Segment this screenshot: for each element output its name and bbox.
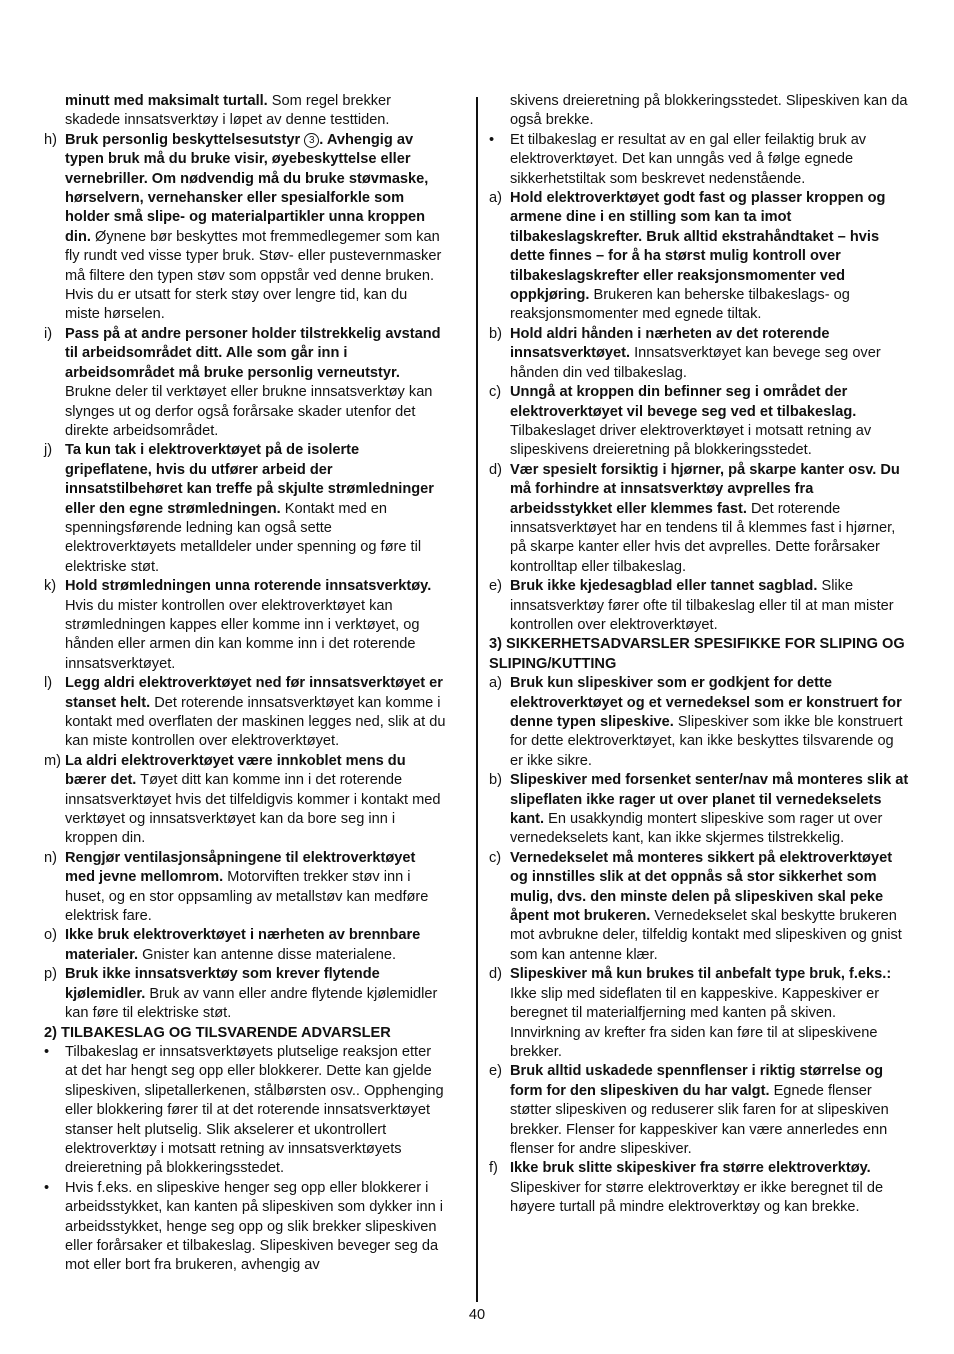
item-label: l): [44, 675, 53, 692]
item-label: a): [489, 675, 502, 692]
reference-number-circle: 3: [304, 133, 319, 148]
item-label: d): [489, 966, 502, 983]
item-k: k) Hold strømledningen unna roterende innsatsverktøy. Hvis du mister kontrollen over elektroverktøyet kan strømledningen kappes eller komme inn i verktøyet, og hånden eller armen din kan komme inn i det roterende innsatsverktøyet.: [44, 578, 432, 672]
item-label: e): [489, 578, 502, 595]
item-o: o) Ikke bruk elektroverktøyet i nærheten av brennbare materialer. Gnister kan antenne disse materialene.: [44, 927, 421, 963]
item-b2: b) Slipeskiver med forsenket senter/nav må monteres slik at slipeflaten ikke rager ut over planet til vernedekselets kant. En usakkyndig montert slipeskive som rager ut over vernedekselets kant, kan ikke skjermes tilstrekkelig.: [489, 772, 909, 847]
bullet-marker: •: [44, 1043, 50, 1060]
bullet-item: • Tilbakeslag er innsatsverktøyets plutselige reaksjon etter at det har hengt seg opp eller blokkerer. Dette kan gjelde slipeskiven, slipetallerkenen, stålbørsten osv.. Opphenging eller blokkering fører til at det roterende innsatsverktøyet stanser helt plutselig. Slik akselerer et ukontrollert elektroverktøy i motsatt retning av innsatsverktøyets dreieretning på blokkeringsstedet.: [44, 1043, 444, 1177]
right-column: [489, 92, 909, 1218]
item-label: b): [489, 772, 502, 789]
item-e2: e) Bruk alltid uskadede spennflenser i riktig størrelse og form for den slipeskiven du har valgt. Egnede flenser støtter slipeskiven og reduserer slik faren for at slipeskiven brekker. Flenser for kappeskiver kan være annerledes enn flenser for andre slipeskiver.: [489, 1063, 889, 1157]
item-d: d) Vær spesielt forsiktig i hjørner, på skarpe kanter osv. Du må forhindre at innsatsverktøy avprelles fra arbeidsstykket eller klemmes fast. Det roterende innsatsverktøyet har en tendens til å klemmes fast i hjørner, på skarpe kanter eller hvis det avprelles. Dette forårsaker kontrolltap eller tilbakeslag.: [489, 461, 900, 575]
item-n: n) Rengjør ventilasjonsåpningene til elektroverktøyet med jevne mellomrom. Motorviften trekker støv inn i huset, og en stor oppsamling av metallstøv kan medføre elektrisk fare.: [44, 849, 429, 925]
item-e: e) Bruk ikke kjedesagblad eller tannet sagblad. Slike innsatsverktøy fører ofte til tilbakeslag eller til at man mister kontrollen over elektroverktøyet.: [489, 578, 894, 633]
item-j: j) Ta kun tak i elektroverktøyet på de isolerte gripeflatene, hvis du utfører arbeid der innsatstilbehøret kan treffe på skjulte strømledninger eller den egne strømledningen. Kontakt med en spenningsførende ledning kan også sette elektroverktøyets metalldeler under spenning og føre til elektriske støt.: [44, 442, 434, 575]
item-label: a): [489, 190, 502, 207]
item-p: p) Bruk ikke innsatsverktøy som krever flytende kjølemidler. Bruk av vann eller andre flytende kjølemidler kan føre til elektriske støt.: [44, 966, 438, 1022]
item-label: b): [489, 325, 502, 342]
bullet-marker: •: [44, 1179, 50, 1196]
item-label: d): [489, 461, 502, 478]
section-heading-grinding: 3) SIKKERHETSADVARSLER SPESIFIKKE FOR SLIPING OG SLIPING/KUTTING: [489, 636, 905, 672]
item-d2: d) Slipeskiver må kun brukes til anbefalt type bruk, f.eks.: Ikke slip med sideflaten til en kappeskive. Kappeskiver er beregnet til materialfjerning med kanten på skiven. Innvirkning av krefter fra siden kan føre til at slipeskivene brekker.: [489, 966, 892, 1060]
item-l: l) Legg aldri elektroverktøyet ned før innsatsverktøyet er stanset helt. Det roterende innsatsverktøyet kan komme i kontakt med overflaten der maskinen legges ned, slik at du kan miste kontrollen over elektroverktøyet.: [44, 675, 446, 750]
item-label: m): [44, 752, 62, 769]
item-m: m) La aldri elektroverktøyet være innkoblet mens du bærer det. Tøyet ditt kan komme inn i det roterende innsatsverktøyet hvis det tilfeldigvis kommer i kontakt med verktøyet og innsatsverktøyet kan da bore seg inn i kroppen din.: [44, 752, 441, 847]
item-label: p): [44, 966, 57, 983]
item-label: k): [44, 578, 57, 595]
item-label: e): [489, 1063, 502, 1080]
continued-paragraph: minutt med maksimalt turtall. Som regel brekker skadede innsatsverktøy i løpet av denne testtiden.: [65, 93, 392, 129]
bullet-marker: •: [489, 131, 495, 148]
item-c2: c) Vernedekselet må monteres sikkert på elektroverktøyet og innstilles slik at det oppnås så stor sikkerhet som mulig, dvs. den minste delen på slipeskiven skal peke åpent mot brukeren. Vernedekselet skal beskytte brukeren mot avbrukne deler, tilfeldig kontakt med slipeskiven og gnist som kan antenne klær.: [489, 849, 902, 963]
item-b: b) Hold aldri hånden i nærheten av det roterende innsatsverktøyet. Innsatsverktøyet kan bevege seg over hånden din ved tilbakeslag.: [489, 325, 881, 381]
item-label: c): [489, 849, 502, 866]
item-h: h) Bruk personlig beskyttelsesutstyr 3 . Avhengig av typen bruk må du bruke visir, øyebeskyttelse eller vernebriller. Om nødvendig må du bruke støvmaske, hørselvern, vernehansker eller spesialforkle som holder små slipe- og materialpartikler unna kroppen din. Øynene bør beskyttes mot fremmedlegemer som kan fly rundt ved visse typer bruk. Støv- eller pustevernmasker må filtere den typen støv som oppstår ved denne bruken. Hvis du er utsatt for sterk støy over lengre tid, kan du miste hørselen.: [44, 131, 442, 323]
item-f2: f) Ikke bruk slitte skipeskiver fra større elektroverktøy. Slipeskiver for større elektroverktøy er ikke beregnet til de høyere turtall på mindre elektroverktøy og kan brekke.: [489, 1160, 884, 1216]
continued-paragraph: skivens dreieretning på blokkeringsstedet. Slipeskiven kan da også brekke.: [510, 93, 908, 129]
item-label: c): [489, 384, 502, 401]
item-label: h): [44, 131, 57, 148]
item-c: c) Unngå at kroppen din befinner seg i området der elektroverktøyet vil bevege seg ved et tilbakeslag. Tilbakeslaget driver elektroverktøyet i motsatt retning av slipeskivens dreieretning på blokkeringsstedet.: [489, 384, 872, 459]
item-i: i) Pass på at andre personer holder tilstrekkelig avstand til arbeidsområdet ditt. Alle som går inn i arbeidsområdet må bruke personlig verneutstyr. Brukne deler til verktøyet eller brukne innsatsverktøy kan slynges ut og derfor også forårsake skader utenfor det direkte arbeidsområdet.: [44, 325, 441, 439]
item-label: i): [44, 325, 53, 342]
left-column: [44, 92, 446, 1276]
bullet-item: • Hvis f.eks. en slipeskive henger seg opp eller blokkerer i arbeidsstykket, kan kanten på slipeskiven som dykker inn i arbeidsstykket, henge seg opp og slik brekker slipeskiven eller forårsaker et tilbakeslag. Slipeskiven beveger seg da mot eller bort fra brukeren, avhengig av: [44, 1179, 443, 1274]
item-label: f): [489, 1160, 498, 1177]
item-a2: a) Bruk kun slipeskiver som er godkjent for dette elektroverktøyet og et vernedeksel som er konstruert for denne typen slipeskive. Slipeskiver som ikke ble konstruert for dette elektroverktøyet, kan ikke beskyttes tilsvarende og er ikke sikre.: [489, 675, 903, 769]
column-divider: [476, 97, 478, 1302]
bullet-item: • Et tilbakeslag er resultat av en gal eller feilaktig bruk av elektroverktøyet. Det kan unngås ved å følge egnede sikkerhetstiltak som beskrevet nedenstående.: [489, 131, 867, 187]
section-heading-kickback: 2) TILBAKESLAG OG TILSVARENDE ADVARSLER: [44, 1024, 391, 1041]
item-label: n): [44, 849, 57, 866]
item-label: o): [44, 927, 57, 944]
item-label: j): [44, 442, 53, 459]
page-number: 40: [468, 1307, 486, 1323]
item-a: a) Hold elektroverktøyet godt fast og plasser kroppen og armene dine i en stilling som kan ta imot tilbakeslagskrefter. Bruk alltid ekstrahåndtaket – hvis dette finnes – for å ha størst mulig kontroll over tilbakeslagskrefter eller reaksjonsmomenter ved oppkjøring. Brukeren kan beherske tilbakeslags- og reaksjonsmomenter med egnede tiltak.: [489, 190, 886, 323]
